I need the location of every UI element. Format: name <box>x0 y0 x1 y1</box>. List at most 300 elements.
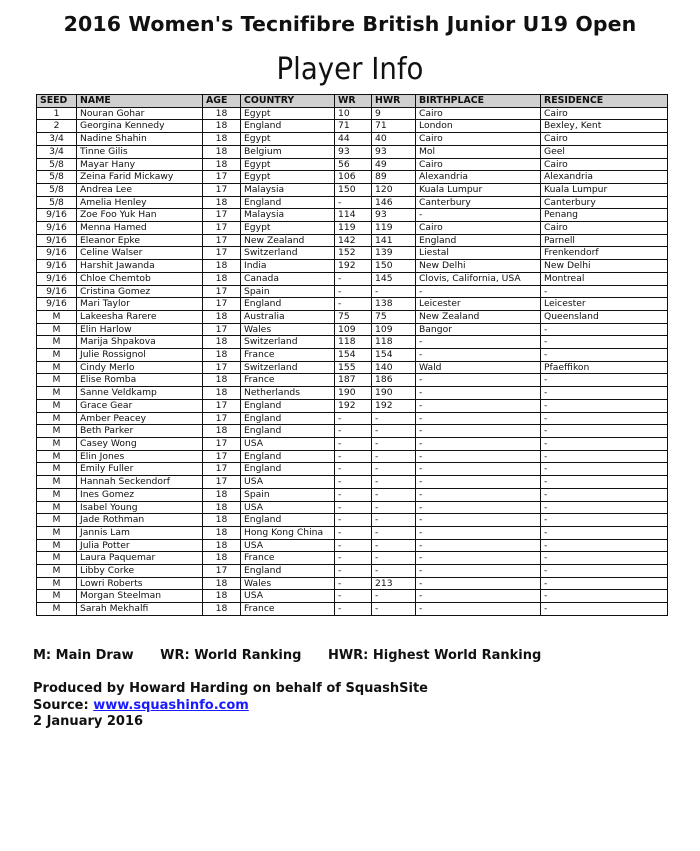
cell-residence: - <box>541 514 668 527</box>
cell-wr: 155 <box>335 361 372 374</box>
table-row <box>37 514 668 527</box>
cell-name: Cristina Gomez <box>77 285 203 298</box>
cell-birthplace: Cairo <box>416 107 541 120</box>
cell-name: Amber Peacey <box>77 412 203 425</box>
table-header-row <box>37 95 668 108</box>
cell-birthplace: - <box>416 425 541 438</box>
cell-birthplace: Bangor <box>416 323 541 336</box>
cell-age: 17 <box>203 437 241 450</box>
cell-name: Grace Gear <box>77 399 203 412</box>
cell-birthplace: London <box>416 120 541 133</box>
cell-residence: - <box>541 463 668 476</box>
cell-wr: - <box>335 488 372 501</box>
cell-name: Elise Romba <box>77 374 203 387</box>
cell-country: England <box>241 120 335 133</box>
column-header-seed: SEED <box>37 95 77 108</box>
legend-main-draw: M: Main Draw <box>33 648 134 663</box>
cell-age: 18 <box>203 526 241 539</box>
cell-birthplace: - <box>416 387 541 400</box>
cell-age: 17 <box>203 463 241 476</box>
cell-residence: Cairo <box>541 107 668 120</box>
cell-age: 17 <box>203 450 241 463</box>
cell-birthplace: - <box>416 603 541 616</box>
table-row <box>37 209 668 222</box>
cell-country: France <box>241 603 335 616</box>
cell-age: 18 <box>203 514 241 527</box>
cell-seed: M <box>37 399 77 412</box>
cell-name: Morgan Steelman <box>77 590 203 603</box>
cell-country: England <box>241 463 335 476</box>
column-header-hwr: HWR <box>372 95 416 108</box>
cell-name: Emily Fuller <box>77 463 203 476</box>
cell-wr: 152 <box>335 247 372 260</box>
cell-birthplace: - <box>416 209 541 222</box>
cell-residence: - <box>541 603 668 616</box>
cell-seed: M <box>37 336 77 349</box>
cell-age: 17 <box>203 234 241 247</box>
table-row <box>37 463 668 476</box>
cell-residence: - <box>541 539 668 552</box>
cell-seed: M <box>37 361 77 374</box>
cell-residence: - <box>541 349 668 362</box>
table-row <box>37 222 668 235</box>
cell-country: Spain <box>241 488 335 501</box>
cell-seed: 9/16 <box>37 222 77 235</box>
cell-residence: - <box>541 336 668 349</box>
cell-residence: - <box>541 425 668 438</box>
cell-seed: M <box>37 539 77 552</box>
cell-residence: - <box>541 488 668 501</box>
cell-country: Switzerland <box>241 361 335 374</box>
cell-age: 18 <box>203 590 241 603</box>
source-line <box>33 698 428 715</box>
cell-name: Lowri Roberts <box>77 577 203 590</box>
table-row <box>37 577 668 590</box>
cell-age: 17 <box>203 298 241 311</box>
cell-residence: Frenkendorf <box>541 247 668 260</box>
cell-hwr: - <box>372 476 416 489</box>
cell-birthplace: Canterbury <box>416 196 541 209</box>
cell-seed: 9/16 <box>37 298 77 311</box>
cell-birthplace: New Zealand <box>416 310 541 323</box>
cell-age: 18 <box>203 501 241 514</box>
cell-age: 18 <box>203 577 241 590</box>
cell-country: USA <box>241 590 335 603</box>
cell-hwr: 93 <box>372 145 416 158</box>
cell-hwr: 192 <box>372 399 416 412</box>
cell-birthplace: - <box>416 488 541 501</box>
table-row <box>37 425 668 438</box>
cell-wr: 187 <box>335 374 372 387</box>
table-row <box>37 526 668 539</box>
table-row <box>37 336 668 349</box>
cell-hwr: - <box>372 412 416 425</box>
table-row <box>37 476 668 489</box>
cell-hwr: 186 <box>372 374 416 387</box>
cell-birthplace: Alexandria <box>416 171 541 184</box>
cell-name: Harshit Jawanda <box>77 260 203 273</box>
cell-age: 18 <box>203 272 241 285</box>
cell-country: England <box>241 412 335 425</box>
cell-country: Egypt <box>241 107 335 120</box>
cell-age: 18 <box>203 196 241 209</box>
cell-wr: 190 <box>335 387 372 400</box>
cell-country: Egypt <box>241 158 335 171</box>
cell-country: New Zealand <box>241 234 335 247</box>
cell-seed: 9/16 <box>37 260 77 273</box>
cell-country: Wales <box>241 577 335 590</box>
cell-birthplace: - <box>416 577 541 590</box>
table-row <box>37 412 668 425</box>
cell-residence: Bexley, Kent <box>541 120 668 133</box>
cell-wr: 142 <box>335 234 372 247</box>
cell-country: USA <box>241 437 335 450</box>
cell-age: 18 <box>203 488 241 501</box>
cell-seed: M <box>37 565 77 578</box>
cell-age: 18 <box>203 260 241 273</box>
cell-seed: M <box>37 437 77 450</box>
cell-residence: - <box>541 399 668 412</box>
cell-name: Celine Walser <box>77 247 203 260</box>
cell-name: Hannah Seckendorf <box>77 476 203 489</box>
cell-wr: 93 <box>335 145 372 158</box>
cell-hwr: 49 <box>372 158 416 171</box>
cell-age: 18 <box>203 552 241 565</box>
cell-hwr: 119 <box>372 222 416 235</box>
table-row <box>37 234 668 247</box>
cell-age: 17 <box>203 399 241 412</box>
cell-wr: - <box>335 450 372 463</box>
cell-residence: Geel <box>541 145 668 158</box>
cell-seed: M <box>37 310 77 323</box>
produced-by-text: Produced by Howard Harding on behalf of SquashSite <box>33 681 428 696</box>
table-row <box>37 158 668 171</box>
cell-seed: M <box>37 590 77 603</box>
table-row <box>37 399 668 412</box>
cell-seed: M <box>37 425 77 438</box>
cell-seed: M <box>37 450 77 463</box>
cell-hwr: 140 <box>372 361 416 374</box>
cell-seed: 9/16 <box>37 234 77 247</box>
cell-name: Mari Taylor <box>77 298 203 311</box>
cell-country: Egypt <box>241 171 335 184</box>
cell-wr: 114 <box>335 209 372 222</box>
cell-name: Elin Jones <box>77 450 203 463</box>
cell-seed: M <box>37 476 77 489</box>
cell-residence: - <box>541 526 668 539</box>
cell-wr: - <box>335 514 372 527</box>
cell-seed: 9/16 <box>37 272 77 285</box>
cell-seed: 3/4 <box>37 133 77 146</box>
cell-residence: Cairo <box>541 158 668 171</box>
cell-wr: - <box>335 501 372 514</box>
table-row <box>37 323 668 336</box>
cell-name: Zeina Farid Mickawy <box>77 171 203 184</box>
cell-hwr: - <box>372 590 416 603</box>
cell-hwr: 120 <box>372 183 416 196</box>
cell-name: Tinne Gilis <box>77 145 203 158</box>
cell-hwr: - <box>372 285 416 298</box>
cell-hwr: - <box>372 488 416 501</box>
cell-birthplace: - <box>416 514 541 527</box>
cell-seed: 1 <box>37 107 77 120</box>
cell-hwr: 93 <box>372 209 416 222</box>
cell-residence: Pfaeffikon <box>541 361 668 374</box>
cell-wr: - <box>335 476 372 489</box>
cell-seed: 9/16 <box>37 285 77 298</box>
cell-age: 18 <box>203 387 241 400</box>
cell-age: 17 <box>203 247 241 260</box>
table-row <box>37 603 668 616</box>
cell-residence: Montreal <box>541 272 668 285</box>
cell-wr: 56 <box>335 158 372 171</box>
cell-birthplace: - <box>416 476 541 489</box>
source-link[interactable]: www.squashinfo.com <box>93 697 249 713</box>
cell-birthplace: - <box>416 399 541 412</box>
cell-hwr: - <box>372 603 416 616</box>
cell-wr: - <box>335 539 372 552</box>
cell-seed: M <box>37 488 77 501</box>
cell-residence: Canterbury <box>541 196 668 209</box>
cell-hwr: 190 <box>372 387 416 400</box>
cell-residence: Parnell <box>541 234 668 247</box>
table-row <box>37 488 668 501</box>
cell-age: 18 <box>203 603 241 616</box>
legend-highest-world-ranking: HWR: Highest World Ranking <box>327 648 542 663</box>
cell-age: 18 <box>203 145 241 158</box>
cell-name: Sarah Mekhalfi <box>77 603 203 616</box>
cell-birthplace: New Delhi <box>416 260 541 273</box>
cell-age: 18 <box>203 120 241 133</box>
cell-wr: - <box>335 463 372 476</box>
cell-country: Egypt <box>241 133 335 146</box>
cell-name: Zoe Foo Yuk Han <box>77 209 203 222</box>
cell-name: Nadine Shahin <box>77 133 203 146</box>
cell-age: 17 <box>203 323 241 336</box>
cell-age: 18 <box>203 374 241 387</box>
cell-wr: - <box>335 272 372 285</box>
column-header-name: NAME <box>77 95 203 108</box>
table-row <box>37 437 668 450</box>
table-row <box>37 590 668 603</box>
cell-wr: 192 <box>335 260 372 273</box>
cell-seed: M <box>37 603 77 616</box>
cell-birthplace: - <box>416 552 541 565</box>
cell-seed: M <box>37 374 77 387</box>
cell-seed: 9/16 <box>37 247 77 260</box>
cell-birthplace: - <box>416 285 541 298</box>
cell-birthplace: - <box>416 450 541 463</box>
cell-hwr: 213 <box>372 577 416 590</box>
table-row <box>37 107 668 120</box>
cell-country: England <box>241 298 335 311</box>
cell-hwr: - <box>372 539 416 552</box>
cell-birthplace: Mol <box>416 145 541 158</box>
cell-age: 17 <box>203 412 241 425</box>
cell-country: Malaysia <box>241 183 335 196</box>
cell-name: Amelia Henley <box>77 196 203 209</box>
table-row <box>37 298 668 311</box>
cell-hwr: 71 <box>372 120 416 133</box>
cell-residence: - <box>541 552 668 565</box>
cell-country: England <box>241 399 335 412</box>
table-row <box>37 387 668 400</box>
cell-seed: M <box>37 349 77 362</box>
cell-hwr: - <box>372 526 416 539</box>
cell-country: France <box>241 349 335 362</box>
cell-wr: - <box>335 437 372 450</box>
cell-seed: M <box>37 412 77 425</box>
cell-country: England <box>241 450 335 463</box>
cell-birthplace: Kuala Lumpur <box>416 183 541 196</box>
cell-seed: 5/8 <box>37 171 77 184</box>
cell-wr: 10 <box>335 107 372 120</box>
cell-wr: - <box>335 425 372 438</box>
cell-residence: - <box>541 577 668 590</box>
cell-wr: - <box>335 196 372 209</box>
cell-residence: New Delhi <box>541 260 668 273</box>
cell-seed: M <box>37 323 77 336</box>
footer <box>33 681 428 731</box>
cell-age: 18 <box>203 539 241 552</box>
cell-hwr: - <box>372 463 416 476</box>
cell-age: 18 <box>203 349 241 362</box>
table-row <box>37 120 668 133</box>
table-row <box>37 539 668 552</box>
cell-hwr: 150 <box>372 260 416 273</box>
legend-world-ranking: WR: World Ranking <box>160 648 302 663</box>
cell-name: Eleanor Epke <box>77 234 203 247</box>
cell-residence: - <box>541 565 668 578</box>
cell-country: Australia <box>241 310 335 323</box>
cell-wr: - <box>335 552 372 565</box>
cell-age: 17 <box>203 361 241 374</box>
cell-country: India <box>241 260 335 273</box>
table-row <box>37 133 668 146</box>
cell-age: 18 <box>203 158 241 171</box>
cell-birthplace: Cairo <box>416 222 541 235</box>
cell-country: USA <box>241 539 335 552</box>
cell-name: Libby Corke <box>77 565 203 578</box>
cell-hwr: 145 <box>372 272 416 285</box>
cell-birthplace: England <box>416 234 541 247</box>
cell-hwr: 141 <box>372 234 416 247</box>
cell-hwr: 139 <box>372 247 416 260</box>
cell-age: 18 <box>203 336 241 349</box>
cell-country: England <box>241 196 335 209</box>
cell-wr: 44 <box>335 133 372 146</box>
table-row <box>37 171 668 184</box>
cell-wr: - <box>335 590 372 603</box>
cell-name: Jannis Lam <box>77 526 203 539</box>
cell-residence: - <box>541 387 668 400</box>
cell-name: Lakeesha Rarere <box>77 310 203 323</box>
cell-hwr: 118 <box>372 336 416 349</box>
cell-seed: M <box>37 577 77 590</box>
cell-hwr: - <box>372 501 416 514</box>
cell-seed: 5/8 <box>37 158 77 171</box>
cell-country: Hong Kong China <box>241 526 335 539</box>
column-header-birthplace: BIRTHPLACE <box>416 95 541 108</box>
table-row <box>37 196 668 209</box>
cell-name: Isabel Young <box>77 501 203 514</box>
cell-country: Spain <box>241 285 335 298</box>
cell-country: Netherlands <box>241 387 335 400</box>
table-row <box>37 552 668 565</box>
cell-birthplace: - <box>416 437 541 450</box>
cell-hwr: - <box>372 450 416 463</box>
cell-age: 18 <box>203 133 241 146</box>
cell-country: France <box>241 552 335 565</box>
cell-hwr: 146 <box>372 196 416 209</box>
cell-name: Sanne Veldkamp <box>77 387 203 400</box>
cell-age: 18 <box>203 107 241 120</box>
cell-wr: 118 <box>335 336 372 349</box>
cell-name: Jade Rothman <box>77 514 203 527</box>
cell-wr: 75 <box>335 310 372 323</box>
cell-country: Belgium <box>241 145 335 158</box>
cell-birthplace: - <box>416 526 541 539</box>
cell-seed: M <box>37 387 77 400</box>
cell-birthplace: - <box>416 463 541 476</box>
legend <box>33 648 563 663</box>
table-row <box>37 272 668 285</box>
cell-hwr: 154 <box>372 349 416 362</box>
table-row <box>37 450 668 463</box>
cell-birthplace: - <box>416 412 541 425</box>
table-body <box>37 107 668 615</box>
cell-residence: Leicester <box>541 298 668 311</box>
cell-birthplace: - <box>416 336 541 349</box>
cell-birthplace: - <box>416 590 541 603</box>
cell-hwr: - <box>372 437 416 450</box>
cell-wr: 109 <box>335 323 372 336</box>
cell-seed: 2 <box>37 120 77 133</box>
table-row <box>37 310 668 323</box>
table-row <box>37 501 668 514</box>
cell-residence: - <box>541 501 668 514</box>
cell-wr: - <box>335 526 372 539</box>
source-label: Source: <box>33 697 89 713</box>
cell-country: England <box>241 514 335 527</box>
cell-age: 17 <box>203 183 241 196</box>
table-row <box>37 183 668 196</box>
player-info-table <box>36 94 668 616</box>
column-header-residence: RESIDENCE <box>541 95 668 108</box>
cell-residence: Penang <box>541 209 668 222</box>
cell-birthplace: Leicester <box>416 298 541 311</box>
table-row <box>37 349 668 362</box>
cell-residence: - <box>541 590 668 603</box>
cell-birthplace: Cairo <box>416 158 541 171</box>
cell-hwr: - <box>372 425 416 438</box>
cell-wr: - <box>335 285 372 298</box>
cell-residence: - <box>541 374 668 387</box>
cell-name: Menna Hamed <box>77 222 203 235</box>
cell-seed: 5/8 <box>37 183 77 196</box>
table-row <box>37 374 668 387</box>
cell-country: Wales <box>241 323 335 336</box>
cell-wr: - <box>335 603 372 616</box>
table-row <box>37 260 668 273</box>
cell-wr: 150 <box>335 183 372 196</box>
table-row <box>37 247 668 260</box>
cell-name: Julie Rossignol <box>77 349 203 362</box>
table-row <box>37 361 668 374</box>
cell-seed: M <box>37 552 77 565</box>
cell-birthplace: - <box>416 539 541 552</box>
cell-residence: Alexandria <box>541 171 668 184</box>
